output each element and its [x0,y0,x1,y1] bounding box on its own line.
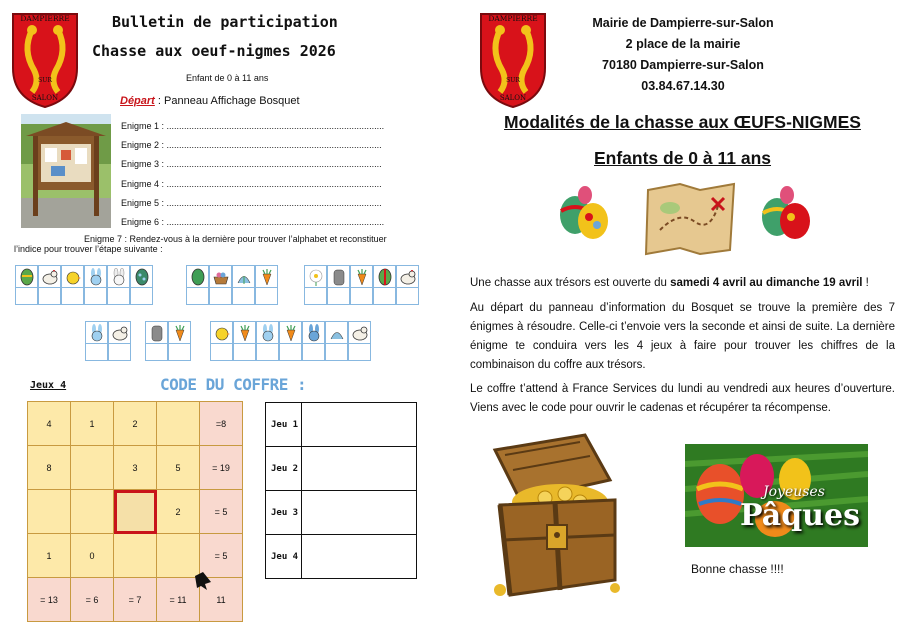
enigme-7-line-2: l’indice pour trouver l’étape suivante : [14,244,163,254]
paragraph-depart: Au départ du panneau d’information du Bosquet se trouve la première des 7 énigmes à résoudre. Celle-ci t’envoie vers la seconde et ainsi de suite. La dernière énigme te conduira vers les 4 jeux à faire pour trouver les chiffres de la combinaison du coffre aux trésors. [470,302,895,371]
jeux-4-label: Jeux 4 [30,380,67,391]
treasure-map-image [640,180,740,258]
depart-label: Départ [120,95,155,107]
picture-strip-5 [145,321,191,361]
grid-cell: 4 [28,402,71,446]
title-line-2: Chasse aux oeuf-nigmes 2026 [92,42,336,60]
bunny-icon [84,265,107,288]
grid-sum-cell: = 19 [200,446,243,490]
treasure-chest-image [475,430,625,600]
grid-cell: 2 [114,402,157,446]
picture-strip-3 [304,265,419,305]
crest-text-mid-right: SUR [506,77,520,84]
grid-cell: 8 [28,446,71,490]
title-line-1: Bulletin de participation [112,13,338,31]
grid-cell: 2 [157,490,200,534]
enigme-2: Enigme 2 : ...................................................................................... [121,140,382,150]
chick-icon-2 [210,321,233,344]
hen-icon-3 [108,321,131,344]
modalites-title: Modalités de la chasse aux ŒUFS-NIGMES [504,112,861,132]
bunny-white-icon [107,265,130,288]
carrot-icon [255,265,278,288]
grid-cell [157,402,200,446]
crest-text-bot-right: SALON [499,94,527,102]
age-label: Enfant de 0 à 11 ans [186,73,269,83]
carrot-icon-5 [279,321,302,344]
grid-sum-cell: 11 [200,578,243,622]
enigme-1: Enigme 1 : ....................................................................................... [121,121,385,131]
paragraph-coffre: Le coffre t’attend à France Services du lundi au vendredi aux heures d’ouverture. Viens avec le code pour ouvrir le cadenas et récupérer ta récompense. [470,383,895,414]
depart-line [120,95,300,107]
dates-post: ! [862,277,869,289]
enigme-3: Enigme 3 : ...................................................................................... [121,159,382,169]
notice-board-photo [21,114,111,228]
enigme-4: Enigme 4 : ...................................................................................... [121,179,382,189]
bunny-icon-2 [85,321,108,344]
carrot-icon-3 [168,321,191,344]
bunny-blue-icon [302,321,325,344]
grid-cell: 3 [114,446,157,490]
bonne-chasse-text: Bonne chasse !!!! [691,562,784,576]
coat-of-arms-left [10,10,80,110]
joyeuses-paques-image [685,444,868,547]
modalites-subtitle: Enfants de 0 à 11 ans [593,148,772,168]
bunny-icon-3 [256,321,279,344]
carrot-icon-4 [233,321,256,344]
crest-text-top-right: DAMPIERRE [488,14,538,23]
jeu-3-label: Jeu 3 [266,491,302,535]
code-title: CODE DU COFFRE : [160,375,307,394]
picture-strip-2 [186,265,278,305]
stone-statue-icon [327,265,350,288]
grid-sum-cell: = 5 [200,534,243,578]
picture-strip-4 [85,321,131,361]
egg-icon [15,265,38,288]
jeu-2-answer[interactable] [302,447,417,491]
grid-cell-highlighted[interactable] [114,490,157,534]
daisy-icon [304,265,327,288]
carrot-icon-2 [350,265,373,288]
stone-statue-icon-2 [145,321,168,344]
grid-cell [71,490,114,534]
chick-icon [61,265,84,288]
grid-sum-cell: = 6 [71,578,114,622]
mairie-name: Mairie de Dampierre-sur-Salon [592,16,774,30]
jeu-3-answer[interactable] [302,491,417,535]
hen-icon-4 [348,321,371,344]
mairie-block [563,13,803,97]
flower-icon [232,265,255,288]
egg-stripe-icon [373,265,396,288]
grid-sum-cell: = 13 [28,578,71,622]
flower-icon-2 [325,321,348,344]
hen-icon [38,265,61,288]
crest-text-bot: SALON [31,94,59,102]
grid-cell [114,534,157,578]
grid-sum-cell: =8 [200,402,243,446]
easter-card-line-2: Pâques [740,498,860,533]
grid-cell [71,446,114,490]
easter-card-line-1: Joyeuses [763,484,825,500]
grid-sum-cell: = 11 [157,578,200,622]
easter-eggs-left-image [555,185,615,241]
jeu-2-label: Jeu 2 [266,447,302,491]
grid-cell: 1 [28,534,71,578]
paragraph-dates [470,274,895,293]
dates-pre: Une chasse aux trésors est ouverte du [470,277,671,289]
easter-eggs-right-image [757,185,817,241]
grid-cell: 0 [71,534,114,578]
picture-strip-6 [210,321,371,361]
mairie-address-1: 2 place de la mairie [625,37,741,51]
grid-cell: 1 [71,402,114,446]
grid-sum-cell: = 5 [200,490,243,534]
enigme-7-line-1: Enigme 7 : Rendez-vous à la dernière pour trouver l’alphabet et reconstituer [84,234,387,244]
egg-blue-icon [130,265,153,288]
enigme-6: Enigme 6 : ....................................................................................... [121,217,385,227]
hen-icon-2 [396,265,419,288]
jeu-1-answer[interactable] [302,403,417,447]
grid-cell: 5 [157,446,200,490]
picture-strip-1 [15,265,153,305]
crest-text-mid: SUR [38,77,52,84]
egg-green-icon [186,265,209,288]
arrow-icon [193,570,213,592]
mairie-phone: 03.84.67.14.30 [641,79,725,93]
jeu-4-label: Jeu 4 [266,535,302,579]
coat-of-arms-right [478,10,548,110]
grid-cell [28,490,71,534]
dates-bold: samedi 4 avril au dimanche 19 avril [670,277,863,289]
depart-text: : Panneau Affichage Bosquet [154,95,300,107]
grid-sum-cell: = 7 [114,578,157,622]
jeu-1-label: Jeu 1 [266,403,302,447]
enigme-5: Enigme 5 : ...................................................................................... [121,198,382,208]
jeu-4-answer[interactable] [302,535,417,579]
basket-icon [209,265,232,288]
jeu-table [265,402,417,579]
mairie-address-2: 70180 Dampierre-sur-Salon [602,58,764,72]
crest-text-top: DAMPIERRE [20,14,70,23]
